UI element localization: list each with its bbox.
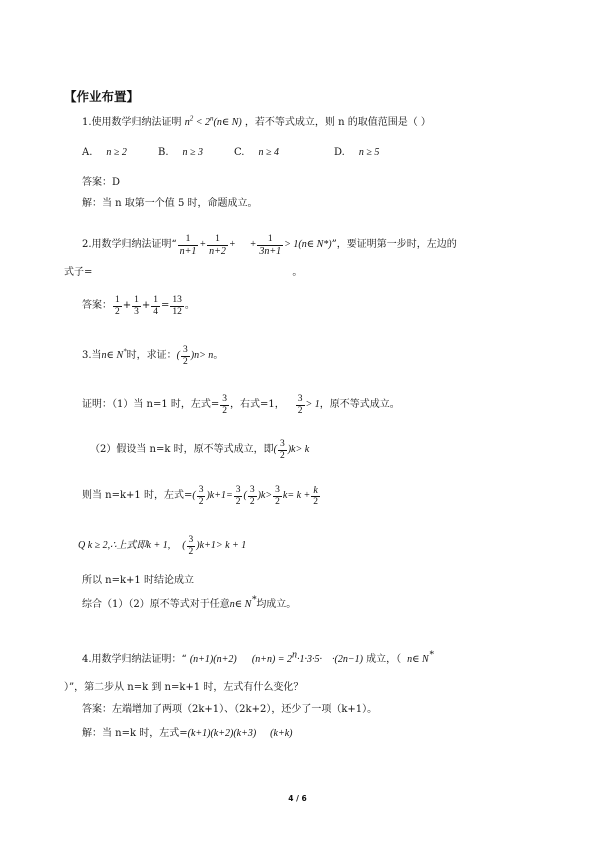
q3-proof-1: 证明：（1）当 n=1 时，左式= $\frac{3}{2}$ ，右式=1， $\frac{3}{2}$ > 1 ，原不等式成立。	[82, 393, 400, 416]
q3-proof1-frac2: $\frac{3}{2}$	[297, 393, 303, 416]
q2-suffix: ”，要证明第一步时，左边的	[331, 239, 457, 250]
q2-frac-2: $\frac{1}{n+2}$	[209, 233, 226, 257]
section-heading: 【作业布置】	[64, 89, 140, 104]
q1-option-b: B. n ≥ 3	[158, 147, 204, 158]
q3-proof3-frac-e: $\frac{k}{2}$	[313, 484, 319, 507]
q1-option-d: D. n ≥ 5	[334, 147, 380, 158]
q1-solution: 解：当 n 取第一个值 5 时，命题成立。	[82, 198, 258, 209]
q2-line2: 式子= 。	[64, 267, 303, 278]
q3-proof-2: （2）假设当 n=k 时，原不等式成立，即 ( $\frac{3}{2}$ ) k > k	[90, 438, 310, 461]
q2-frac-3: $\frac{1}{3n+1}$	[259, 233, 282, 257]
q2-answer-frac-3: $\frac{1}{4}$	[153, 294, 159, 317]
q2-answer-frac-4: $\frac{13}{12}$	[172, 294, 182, 317]
q4-line2: ）”，第二步从 n=k 到 n=k+1 时，左式有什么变化？	[64, 682, 304, 693]
q3-cond: n∈ N*	[101, 347, 127, 361]
q1-option-c: C. n ≥ 4	[234, 147, 279, 158]
q3-proof3-frac-d: $\frac{3}{2}$	[275, 484, 280, 507]
q2-frac-1: $\frac{1}{n+1}$	[179, 233, 197, 257]
q3-proof3-frac-b: $\frac{3}{2}$	[235, 484, 241, 507]
q3-proof3-frac-a: $\frac{3}{2}$	[198, 484, 204, 507]
q3-proof-4: Q k ≥ 2,∴上式即 k + 1, ( $\frac{3}{2}$ ) k+1 > k + 1	[78, 534, 247, 557]
q4-answer: 答案：左端增加了两项（2k+1）、（2k+2），还少了一项（k+1）。	[82, 704, 378, 715]
q3-frac: $\frac{3}{2}$	[182, 344, 188, 367]
page-number: 4 / 6	[288, 794, 307, 803]
q2-answer-frac-1: $\frac{1}{2}$	[115, 294, 120, 317]
q2-line: 2.用数学归纳法证明“ $\frac{1}{n+1}$ + $\frac{1}{n+2}$ + + $\frac{1}{3n+1}$ > 1(n∈ N*) ”，要证明第一步时，左边的	[82, 233, 457, 257]
q1-prefix: 1.使用数学归纳法证明	[82, 117, 182, 128]
q1-option-a: A. n ≥ 2	[82, 147, 127, 158]
q3-proof-6: 综合（1）（2）原不等式对于任意n∈ N*均成立。	[82, 594, 297, 610]
q1-line	[82, 116, 431, 130]
q1-formula: $n^2$ < $2^n(n\in$ N)	[184, 114, 242, 128]
q3-proof2-frac: $\frac{3}{2}$	[279, 438, 285, 461]
q1-answer: 答案：D	[82, 177, 121, 188]
q2-answer: 答案： $\frac{1}{2}$ + $\frac{1}{3}$ + $\frac{1}{4}$ = $\frac{13}{12}$ 。	[82, 294, 195, 317]
q4-solution: 解：当 n=k 时，左式=(k+1)(k+2)(k+3) (k+k)	[82, 728, 293, 739]
q2-prefix: 2.用数学归纳法证明“	[82, 239, 177, 250]
q3-proof3-frac-c: $\frac{3}{2}$	[249, 484, 255, 507]
q3-proof4-frac: $\frac{3}{2}$	[188, 534, 194, 557]
q4-line: 4.用数学归纳法证明：“ (n+1)(n+2) $(n+n) = 2^n\cdot 1\cdot 3\cdot 5\cdot \cdot(2n-1)$ 成立，（ n∈ N*	[82, 649, 434, 665]
q3-proof-3: 则当 n=k+1 时，左式= ( $\frac{3}{2}$ ) k+1 = $\frac{3}{2}$ ( $\frac{3}{2}$ ) k > $\frac{3}{2}$ k = k + $\frac{k}{2}$	[82, 484, 319, 507]
q1-suffix: ，若不等式成立，则 n 的取值范围是（ ）	[244, 117, 431, 128]
q3-line: 3.当 n∈ N* 时，求证： ( $\frac{3}{2}$ ) n > n 。	[82, 344, 224, 367]
q3-proof1-frac: $\frac{3}{2}$	[222, 393, 228, 416]
q3-proof-5: 所以 n=k+1 时结论成立	[82, 575, 194, 586]
q2-answer-frac-2: $\frac{1}{3}$	[134, 294, 139, 317]
